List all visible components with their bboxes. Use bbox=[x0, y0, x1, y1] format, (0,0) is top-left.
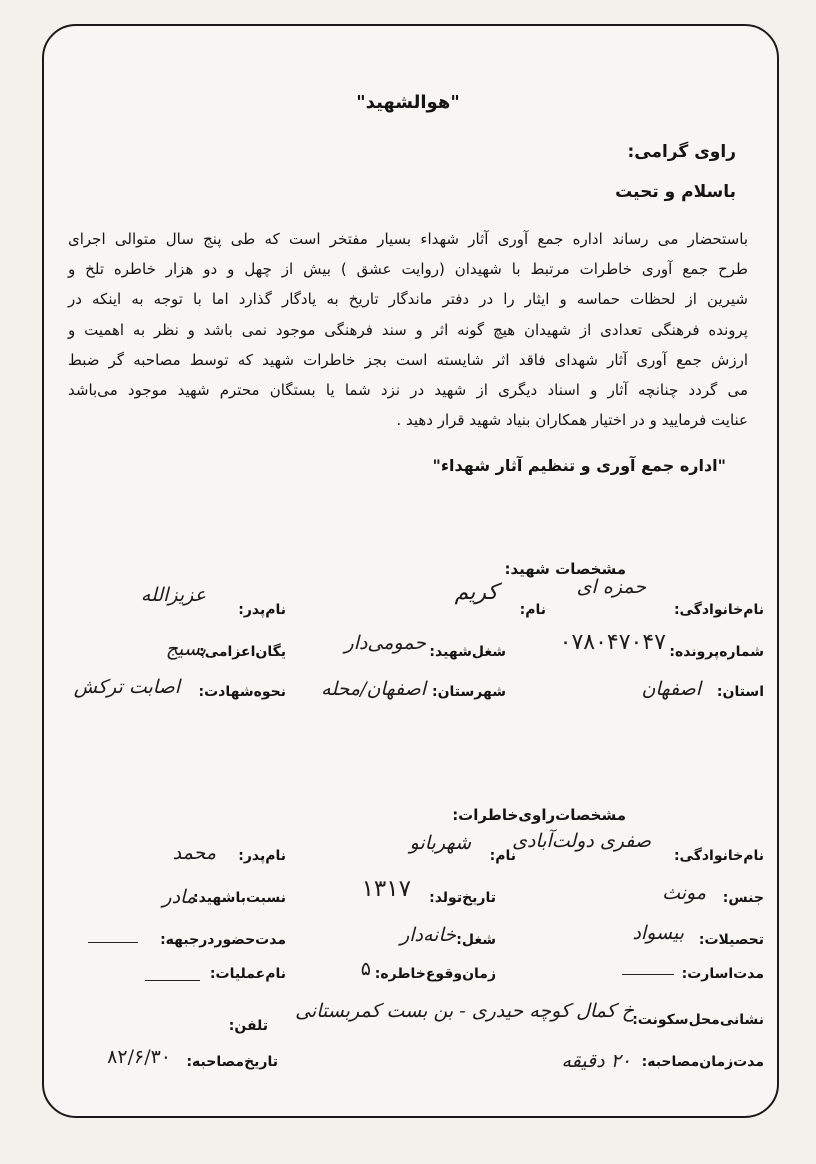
narrator-duration-value: ۲۰ دقیقه bbox=[561, 1050, 631, 1072]
document-title: "هوالشهید" bbox=[356, 92, 460, 113]
narrator-birth-value: ۱۳۱۷ bbox=[361, 876, 411, 902]
martyr-lastname-value: حمزه ‌ای bbox=[576, 576, 646, 598]
martyr-province-value: اصفهان bbox=[641, 678, 701, 700]
martyr-job-value: حمومی‌دار bbox=[344, 632, 426, 654]
narrator-name-value: شهربانو bbox=[409, 832, 471, 854]
narrator-education-value: بیسواد bbox=[632, 922, 684, 944]
body-line: شیرین از لحظات حماسه و ایثار را در دفتر ماندگار تاریخ به یادگار گذارد اما با توجه به اینکه در bbox=[68, 290, 748, 309]
narrator-gender-value: مونث bbox=[662, 882, 706, 904]
narrator-occupation-value: خانه‌دار bbox=[400, 924, 456, 946]
body-line: می گردد چنانچه آثار و اسناد دیگری از شهید در نزد شما یا بستگان محترم شهید موجود می‌باشد bbox=[68, 381, 748, 400]
salutation-line: باسلام و تحیت bbox=[615, 182, 736, 202]
body-paragraph bbox=[68, 224, 748, 435]
martyr-lastname-label: نام‌خانوادگی: bbox=[673, 602, 764, 618]
narrator-address-value: خ کمال کوچه حیدری - بن بست کمربستانی bbox=[295, 1000, 634, 1022]
narrator-education-label: تحصیلات: bbox=[698, 932, 764, 948]
martyr-unit-value: بسیج bbox=[165, 638, 206, 660]
martyr-father-label: نام‌پدر: bbox=[238, 602, 286, 618]
martyr-unit-label: یگان‌اعزامی: bbox=[199, 644, 286, 660]
narrator-birth-label: تاریخ‌تولد: bbox=[429, 890, 496, 906]
narrator-relation-label: نسبت‌باشهید: bbox=[193, 890, 286, 906]
body-line: عنایت فرمایید و در اختیار همکاران بنیاد شهید قرار دهید . bbox=[396, 411, 748, 430]
narrator-name-label: نام: bbox=[489, 848, 516, 864]
narrator-relation-value: مادر bbox=[162, 886, 196, 908]
body-line: طرح جمع آوری خاطرات مرتبط با شهیدان (روایت عشق ) بیش از چهل و دو هزار خاطره تلخ و bbox=[68, 260, 748, 279]
narrator-section-title: مشخصات‌راوی‌خاطرات: bbox=[452, 806, 626, 824]
narrator-duration-label: مدت‌زمان‌مصاحبه: bbox=[641, 1054, 764, 1070]
body-line: ارزش جمع آوری آثار شهدای فاقد اثر شایسته است بجز خاطرات شهید که توسط مصاحبه گر ضبط bbox=[68, 350, 748, 369]
narrator-front-blank bbox=[88, 942, 138, 943]
martyr-province-label: استان: bbox=[716, 684, 764, 700]
narrator-operation-blank bbox=[145, 980, 200, 981]
narrator-event-time-value: ۵ bbox=[360, 958, 371, 980]
martyr-martyrdom-label: نحوه‌شهادت: bbox=[198, 684, 286, 700]
narrator-father-label: نام‌پدر: bbox=[238, 848, 286, 864]
narrator-address-label: نشانی‌محل‌سکونت: bbox=[632, 1012, 764, 1028]
narrator-lastname-label: نام‌خانوادگی: bbox=[673, 848, 764, 864]
narrator-gender-label: جنس: bbox=[722, 890, 764, 906]
narrator-captivity-blank bbox=[622, 974, 674, 975]
martyr-father-value: عزیزالله bbox=[140, 584, 206, 606]
martyr-name-value: کریم bbox=[454, 580, 498, 605]
martyr-martyrdom-value: اصابت ترکش bbox=[73, 676, 180, 698]
narrator-lastname-value: صفری دولت‌آبادی bbox=[512, 830, 651, 852]
body-line: باستحضار می رساند اداره جمع آوری آثار شهداء بسیار مفتخر است که طی پنج سال متوالی اجرای bbox=[68, 230, 748, 248]
body-line: پرونده فرهنگی تعدادی از شهیدان هیچ گونه اثر و سند فرهنگی موجود نمی باشد و نظر به اهمیت و bbox=[68, 320, 748, 339]
narrator-event-time-label: زمان‌وقوع‌خاطره: bbox=[374, 966, 496, 982]
martyr-name-label: نام: bbox=[519, 602, 546, 618]
narrator-date-value: ۸۲/۶/۳۰ bbox=[107, 1046, 171, 1068]
martyr-job-label: شغل‌شهید: bbox=[429, 644, 506, 660]
narrator-occupation-label: شغل: bbox=[456, 932, 496, 948]
narrator-operation-label: نام‌عملیات: bbox=[209, 966, 286, 982]
martyr-file-label: شماره‌پرونده: bbox=[669, 644, 764, 660]
martyr-city-label: شهرستان: bbox=[431, 684, 506, 700]
narrator-phone-label: تلفن: bbox=[228, 1018, 268, 1034]
office-signature: "اداره جمع آوری و تنظیم آثار شهداء" bbox=[432, 456, 726, 475]
greeting-line: راوی گرامی: bbox=[627, 142, 736, 162]
narrator-date-label: تاریخ‌مصاحبه: bbox=[186, 1054, 278, 1070]
narrator-father-value: محمد bbox=[172, 842, 216, 864]
martyr-section-title: مشخصات شهید: bbox=[504, 560, 626, 578]
narrator-captivity-label: مدت‌اسارت: bbox=[681, 966, 764, 982]
martyr-file-value: ۰۷۸۰۴۷۰۴۷ bbox=[559, 630, 666, 655]
martyr-city-value: اصفهان/محله bbox=[321, 678, 426, 700]
narrator-front-label: مدت‌حضوردرجبهه: bbox=[160, 932, 286, 948]
